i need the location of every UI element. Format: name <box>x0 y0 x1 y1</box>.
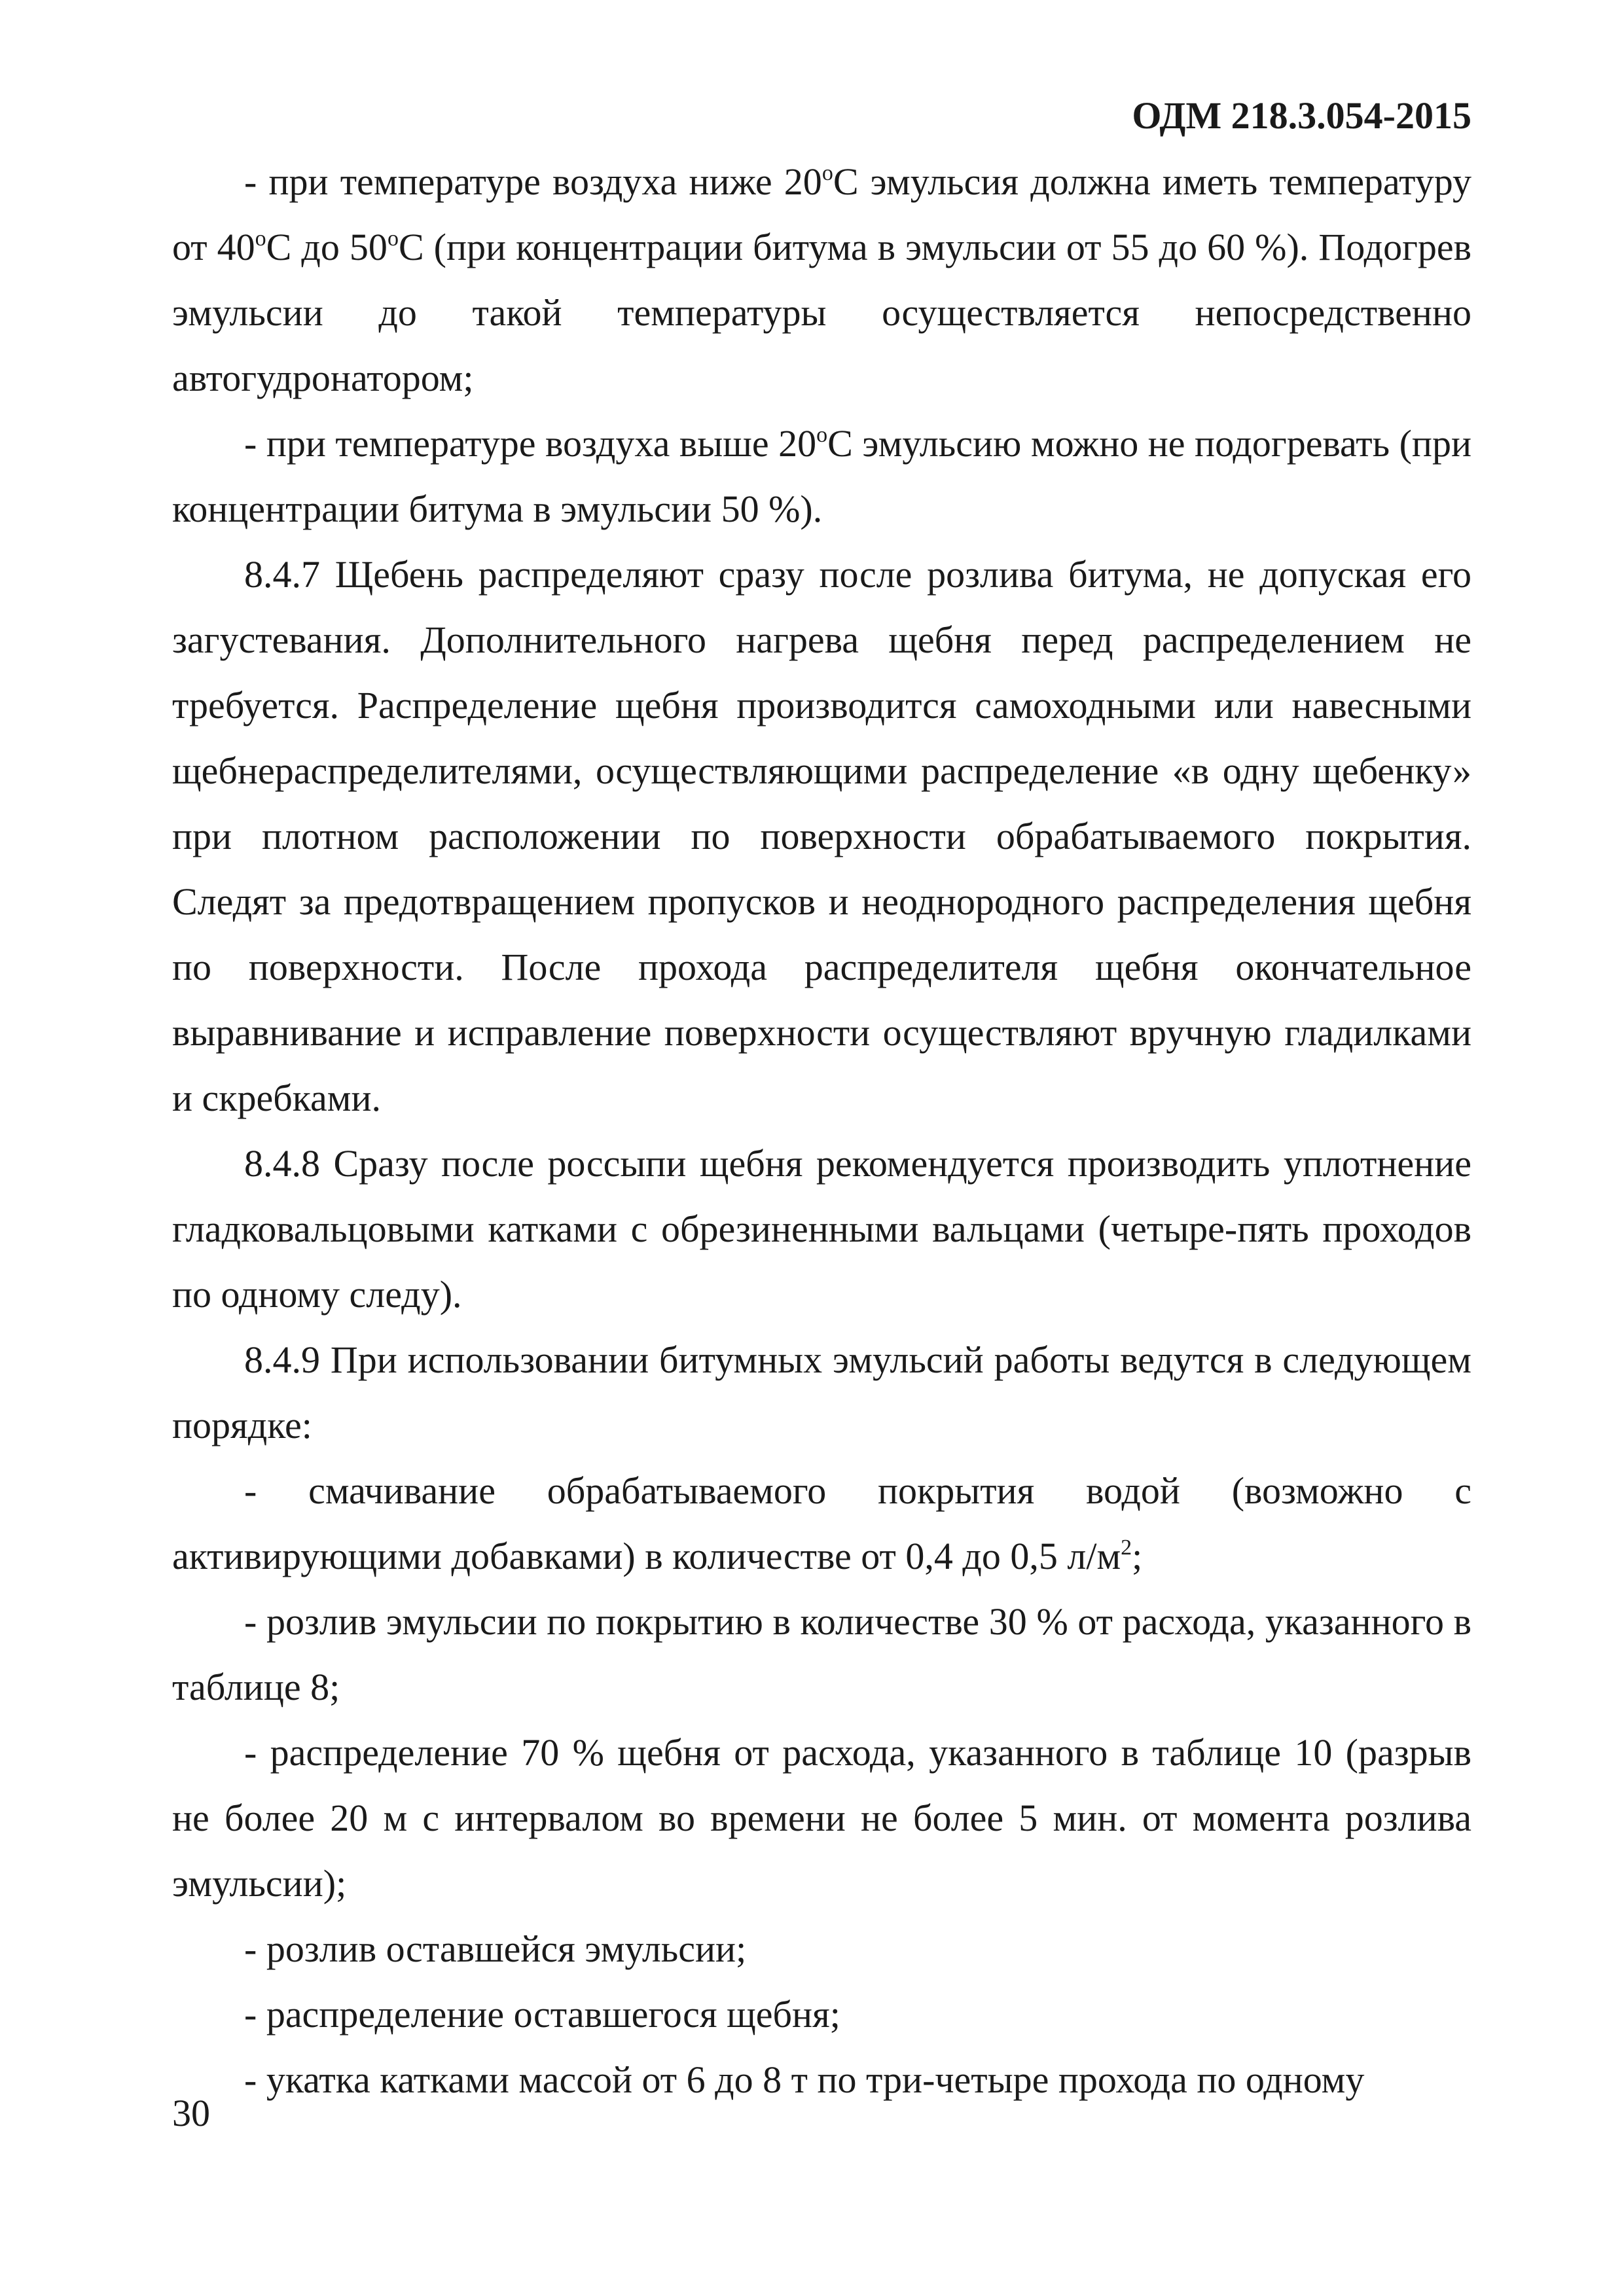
text-fragment: С (при концентрации битума в эмульсии от 55 до 60 %). Подогрев эмульсии до такой температуры осуществляется непосредственно автогудронатором; <box>172 226 1471 399</box>
page-number: 30 <box>172 2092 210 2134</box>
paragraph-6 <box>172 1458 1471 1589</box>
text-fragment: С эмульсия должна иметь температуру от 40 <box>172 160 1471 268</box>
paragraph-2 <box>172 411 1471 542</box>
paragraph-7: - розлив эмульсии по покрытию в количестве 30 % от расхода, указанного в таблице 8; <box>172 1600 1471 1708</box>
text-fragment: - при температуре воздуха выше 20 <box>244 422 817 465</box>
text-fragment: С эмульсию можно не подогревать (при концентрации битума в эмульсии 50 %). <box>172 422 1471 530</box>
document-code: ОДМ 218.3.054-2015 <box>1132 94 1471 137</box>
degree-sign: о <box>387 226 399 251</box>
superscript: 2 <box>1121 1535 1132 1560</box>
degree-sign: о <box>821 161 833 185</box>
paragraph-8: - распределение 70 % щебня от расхода, указанного в таблице 10 (разрыв не более 20 м с интервалом во времени не более 5 мин. от момента розлива эмульсии); <box>172 1731 1471 1905</box>
paragraph-9: - розлив оставшейся эмульсии; <box>244 1928 747 1970</box>
page-body <box>172 149 1471 2113</box>
text-fragment: ; <box>1132 1535 1143 1577</box>
degree-sign: о <box>816 423 828 447</box>
text-fragment: - смачивание обрабатываемого покрытия водой (возможно с активирующими добавками) в количестве от 0,4 до 0,5 л/м <box>172 1469 1471 1577</box>
paragraph-10: - распределение оставшегося щебня; <box>244 1993 840 2036</box>
paragraph-3: 8.4.7 Щебень распределяют сразу после розлива битума, не допуская его загустевания. Дополнительного нагрева щебня перед распределением не требуется. Распределение щебня производится самоходными или навесными щебнераспределителями, осуществляющими распределение «в одну щебенку» при плотном расположении по поверхности обрабатываемого покрытия. Следят за предотвращением пропусков и неоднородного распределения щебня по поверхности. После прохода распределителя щебня окончательное выравнивание и исправление поверхности осуществляют вручную гладилками и скребками. <box>172 553 1471 1119</box>
text-fragment: - при температуре воздуха ниже 20 <box>244 160 822 203</box>
paragraph-11: - укатка катками массой от 6 до 8 т по три-четыре прохода по одному <box>244 2058 1365 2101</box>
text-fragment: С до 50 <box>266 226 388 268</box>
paragraph-1 <box>172 149 1471 411</box>
paragraph-4: 8.4.8 Сразу после россыпи щебня рекомендуется производить уплотнение гладковальцовыми катками с обрезиненными вальцами (четыре-пять проходов по одному следу). <box>172 1142 1471 1316</box>
degree-sign: о <box>255 226 266 251</box>
paragraph-5: 8.4.9 При использовании битумных эмульсий работы ведутся в следующем порядке: <box>172 1338 1471 1446</box>
